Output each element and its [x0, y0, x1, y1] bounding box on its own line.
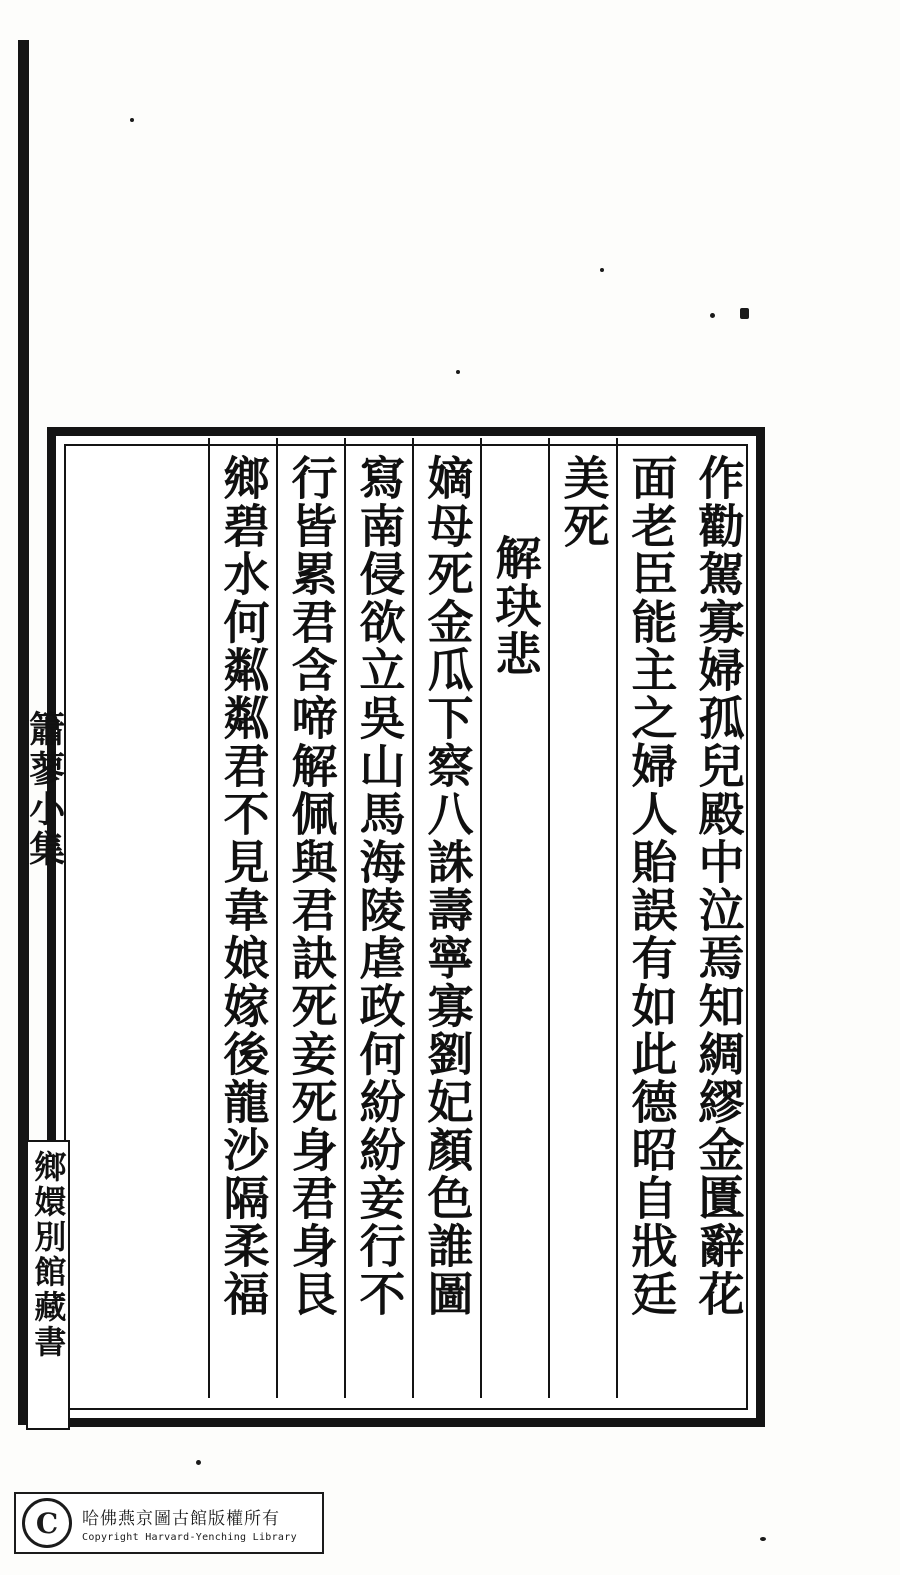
collection-seal: [26, 1140, 70, 1430]
spine-title-text: 簫蓼小集: [23, 710, 66, 870]
column-text: 寫南侵欲立吳山馬海陵虐政何紛紛妾行不: [352, 454, 407, 1318]
copyright-english-text: Copyright Harvard-Yenching Library: [82, 1531, 297, 1543]
column-text: 嫡母死金瓜下察八誅壽寧寡劉妃顏色誰圖: [420, 454, 475, 1318]
column-text: 面老臣能主之婦人貽誤有如此德昭自戕廷: [624, 454, 679, 1318]
text-column: [208, 438, 276, 1398]
copyright-stamp: [14, 1492, 324, 1554]
column-text: 鄉碧水何粼粼君不見韋娘嫁後龍沙隔柔福: [216, 454, 271, 1318]
text-column: [616, 438, 684, 1398]
copyright-chinese-text: 哈佛燕京圖古館版權所有: [82, 1508, 280, 1529]
column-text: 美死: [556, 454, 611, 550]
column-text: 作勸駕寡婦孤兒殿中泣焉知綢繆金匱辭花: [691, 454, 746, 1318]
copyright-stamp-lines: [82, 1504, 297, 1543]
collection-seal-text: 鄉嬛別館藏書: [29, 1150, 68, 1360]
column-text: 行皆累君含啼解佩與君訣死妾死身君身艮: [284, 454, 339, 1318]
scan-speck: [196, 1460, 201, 1465]
column-text: 解玦悲: [488, 534, 543, 678]
text-column: [344, 438, 412, 1398]
copyright-icon: C: [22, 1498, 72, 1548]
vertical-text-columns: [60, 438, 752, 1416]
text-column: [684, 438, 752, 1398]
text-column: [276, 438, 344, 1398]
scan-speck: [760, 1537, 766, 1541]
text-column: [412, 438, 480, 1398]
text-column-poem-title: [480, 438, 548, 1398]
spine-title: [22, 710, 66, 970]
text-column: [548, 438, 616, 1398]
